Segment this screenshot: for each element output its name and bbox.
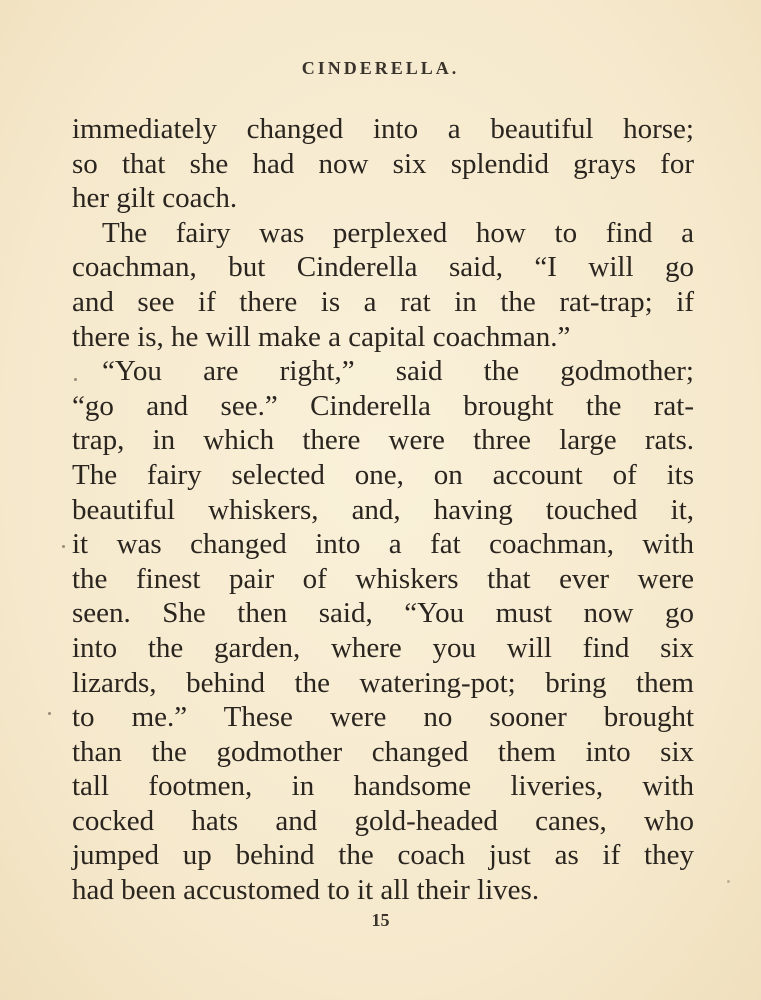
text-line: it was changed into a fat coachman, with bbox=[72, 528, 694, 561]
page-number: 15 bbox=[371, 910, 390, 930]
text-line: than the godmother changed them into six bbox=[72, 735, 694, 768]
text-line: immediately changed into a beautiful horse; bbox=[72, 113, 694, 145]
text-line: coachman, but Cinderella said, “I will go bbox=[72, 251, 694, 284]
paper-speck bbox=[727, 880, 730, 883]
text-line: tall footmen, in handsome liveries, with bbox=[72, 770, 694, 803]
text-line: The fairy was perplexed how to find a bbox=[102, 216, 694, 249]
text-line: jumped up behind the coach just as if they bbox=[72, 839, 694, 872]
paper-speck bbox=[62, 545, 65, 548]
text-line: had been accustomed to it all their lives. bbox=[72, 874, 540, 907]
text-line: so that she had now six splendid grays for bbox=[72, 147, 694, 180]
text-line: The fairy selected one, on account of its bbox=[72, 458, 694, 491]
running-title: CINDERELLA. bbox=[301, 58, 460, 78]
text-line: and see if there is a rat in the rat-trap; if bbox=[72, 285, 694, 318]
text-line: “go and see.” Cinderella brought the rat- bbox=[72, 389, 694, 422]
text-line: cocked hats and gold-headed canes, who bbox=[72, 804, 694, 837]
paper-speck bbox=[48, 712, 51, 715]
text-line: beautiful whiskers, and, having touched it, bbox=[72, 493, 694, 526]
text-line: her gilt coach. bbox=[72, 182, 238, 215]
body-text bbox=[72, 112, 694, 908]
text-line: the finest pair of whiskers that ever were bbox=[72, 562, 694, 595]
text-line: seen. She then said, “You must now go bbox=[72, 597, 694, 630]
text-line: to me.” These were no sooner brought bbox=[72, 701, 694, 734]
text-line: trap, in which there were three large rats. bbox=[72, 424, 694, 457]
text-line: there is, he will make a capital coachman.” bbox=[72, 320, 571, 353]
text-line: lizards, behind the watering-pot; bring them bbox=[72, 666, 694, 699]
paper-speck bbox=[74, 378, 77, 381]
text-line: into the garden, where you will find six bbox=[72, 631, 694, 664]
text-line: “You are right,” said the godmother; bbox=[102, 355, 694, 388]
